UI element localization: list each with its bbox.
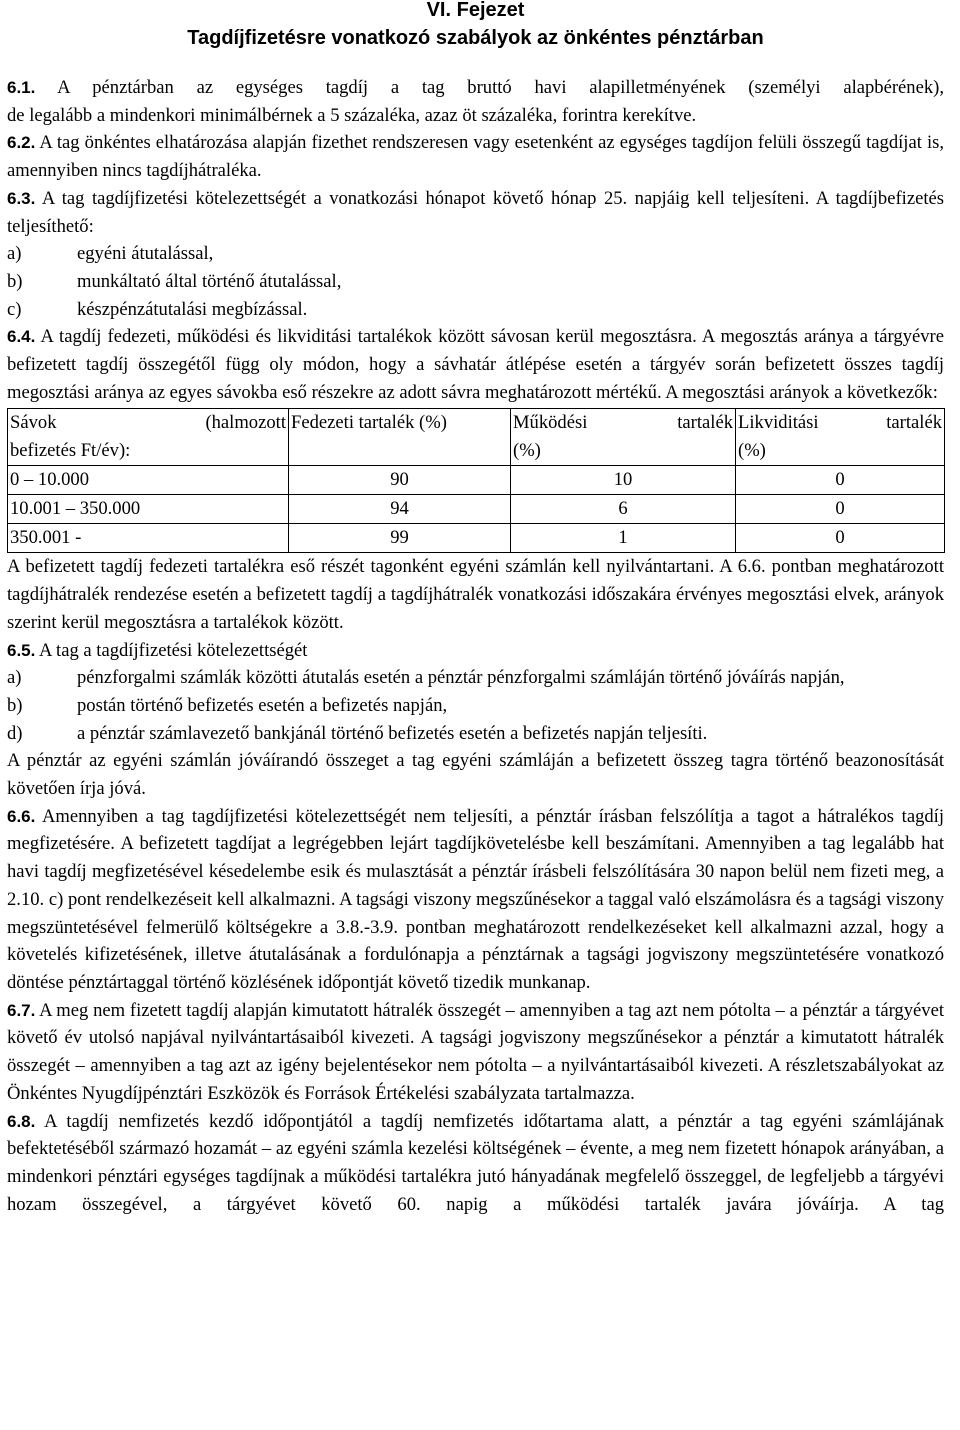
list-item <box>7 240 944 268</box>
table-row <box>8 466 945 495</box>
section-number: 6.7. <box>7 1000 36 1020</box>
list-item <box>7 268 944 296</box>
header-cell-likviditasi <box>736 409 945 466</box>
section-6-3 <box>7 185 944 240</box>
table-cell: 0 <box>736 466 945 495</box>
table-cell: 10.001 – 350.000 <box>8 495 289 524</box>
header-cell-fedezeti <box>289 409 511 466</box>
document-page <box>7 0 944 1218</box>
header-cell-bands <box>8 409 289 466</box>
header-text: Likviditási <box>738 412 819 434</box>
header-text: Fedezeti tartalék (%) <box>291 412 447 434</box>
allocation-table <box>7 408 945 553</box>
list-label: a) <box>7 667 22 689</box>
section-number: 6.3. <box>7 188 36 208</box>
section-number: 6.6. <box>7 806 36 826</box>
header-text: Sávok <box>10 412 57 434</box>
table-cell: 94 <box>289 495 511 524</box>
section-text: A tag tagdíjfizetési kötelezettségét a vonatkozási hónapot követő hónap 25. napjáig kell teljesíteni. A tagdíjbefizetés teljesíthető: <box>7 187 944 237</box>
table-cell: 99 <box>289 524 511 553</box>
section-6-8 <box>7 1108 944 1219</box>
section-text: A tag a tagdíjfizetési kötelezettségét <box>35 639 308 661</box>
list-label: c) <box>7 298 22 320</box>
list-item <box>7 720 944 748</box>
header-text: tartalék <box>886 412 942 434</box>
header-text: (%) <box>513 440 541 462</box>
table-cell: 1 <box>511 524 736 553</box>
list-item <box>7 692 944 720</box>
chapter-heading: VI. Fejezet <box>426 0 525 21</box>
list-text: pénzforgalmi számlák közötti átutalás esetén a pénztár pénzforgalmi számláján történő jóváírás napján, <box>77 667 845 689</box>
list-label: b) <box>7 270 23 292</box>
table-row <box>8 495 945 524</box>
list-item <box>7 296 944 324</box>
list-item <box>7 664 944 692</box>
header-text: Működési <box>513 412 588 434</box>
list-text: készpénzátutalási megbízással. <box>77 298 308 320</box>
section-number: 6.2. <box>7 133 36 153</box>
section-text: A meg nem fizetett tagdíj alapján kimutatott hátralék összegét – amennyiben a tag azt nem pótolta – a pénztár a tárgyévet követő év utolsó napjával nyilvántartásaiból kivezeti. A tagsági jogviszony megszűnésekor a pénztár a kimutatott hátralék összegét – amennyiben a tag azt az igény bejelentésekor nem pótolta – a nyilvántartásaiból kivezeti. A részletszabályokat az Önkéntes Nyugdíjpénztári Eszközök és Források Értékelési szabályzata tartalmazza. <box>7 999 944 1104</box>
section-text: Amennyiben a tag tagdíjfizetési kötelezettségét nem teljesíti, a pénztár írásban felszólítja a tagot a hátralékos tagdíj megfizetésére. A befizetett tagdíjat a legrégebben lejárt tagdíjkövetelésbe kell beszámítani. Amennyiben a tag legalább hat havi tagdíj megfizetésével késedelembe esik és mulasztását a pénztár írásbeli felszólítására 30 napon belül nem fizeti meg, a 2.10. c) pont rendelkezéseit kell alkalmazni. A tagsági viszony megszűnésekor a taggal való elszámolásra és a tagsági viszony megszüntetésével felmerülő költségekre a 3.8.-3.9. pontban meghatározott rendelkezéseket kell alkalmazni azzal, hogy a követelés kifizetésének, illetve átutalásának a fordulónapja a pénztárnak a tagsági jogviszony megszüntetésére vonatkozó döntése pénztártaggal történő közlésének időpontját követő tizedik munkanap. <box>7 805 944 993</box>
header-text: befizetés Ft/év): <box>10 440 131 462</box>
list-text: egyéni átutalással, <box>77 243 214 265</box>
section-6-1 <box>7 74 944 102</box>
list-label: a) <box>7 243 22 265</box>
list-text: munkáltató által történő átutalással, <box>77 270 342 292</box>
section-6-5 <box>7 637 944 665</box>
section-number: 6.8. <box>7 1111 36 1131</box>
table-row <box>8 524 945 553</box>
chapter-title: Tagdíjfizetésre vonatkozó szabályok az önkéntes pénztárban <box>187 27 764 49</box>
table-cell: 90 <box>289 466 511 495</box>
section-6-2 <box>7 129 944 184</box>
header-text: (%) <box>738 440 766 462</box>
section-6-6 <box>7 803 944 997</box>
section-number: 6.1. <box>7 78 36 97</box>
section-text: A tagdíj fedezeti, működési és likviditási tartalékok között sávosan kerül megosztásra. A megosztás aránya a tárgyévre befizetett tagdíj összegétől függ oly módon, hogy a sávhatár átlépése esetén a tárgyév során befizetett összes tagdíj megosztási aránya az egyes sávokba eső részekre az adott sávra meghatározott mértékű. A megosztási arányok a következők: <box>7 326 944 403</box>
table-cell: 0 – 10.000 <box>8 466 289 495</box>
header-text: tartalék <box>677 412 733 434</box>
section-text: A tagdíj nemfizetés kezdő időpontjától a tagdíj nemfizetés időtartama alatt, a pénztár a tag egyéni számlájának befektetéséből származó hozamát – az egyéni számla kezelési költségének – évente, a meg nem fizetett hónapok arányában, a mindenkori pénztári egységes tagdíjnak a működési tartalékra jutó hányadának megfelelő összeggel, de legfeljebb a tárgyévi hozam összegével, a tárgyévet követő 60. napig a működési tartalék javára jóváírja. A tag <box>7 1110 944 1215</box>
section-6-4-after: A befizetett tagdíj fedezeti tartalékra eső részét tagonként egyéni számlán kell nyilvántartani. A 6.6. pontban meghatározott tagdíjhátralék rendezése esetén a befizetett tagdíj a tagdíjhátralék vonatkozási időszakára érvényes megosztási elvek, arányok szerint kerül megosztásra a tartalékok között. <box>7 556 944 633</box>
section-text: A tag önkéntes elhatározása alapján fizethet rendszeresen vagy esetenként az egységes tagdíjon felüli összegű tagdíjat is, amennyiben nincs tagdíjhátraléka. <box>7 132 944 182</box>
section-6-1-cont: de legalább a mindenkori minimálbérnek a 5 százaléka, azaz öt százaléka, forintra kerekítve. <box>7 104 697 126</box>
table-cell: 0 <box>736 524 945 553</box>
section-6-5-after: A pénztár az egyéni számlán jóváírandó összeget a tag egyéni számláján a befizetett összeg tagra történő beazonosítását követően írja jóvá. <box>7 750 944 800</box>
header-text: (halmozott <box>205 412 286 434</box>
section-6-4 <box>7 323 944 406</box>
table-cell: 350.001 - <box>8 524 289 553</box>
list-label: b) <box>7 694 23 716</box>
list-text: postán történő befizetés esetén a befizetés napján, <box>77 694 448 716</box>
spacer <box>7 52 944 74</box>
list-label: d) <box>7 722 23 744</box>
table-cell: 6 <box>511 495 736 524</box>
section-number: 6.4. <box>7 327 36 347</box>
table-cell: 10 <box>511 466 736 495</box>
table-header-row <box>8 409 945 466</box>
section-6-7 <box>7 997 944 1108</box>
header-cell-mukodesi <box>511 409 736 466</box>
list-text: a pénztár számlavezető bankjánál történő befizetés esetén a befizetés napján teljesíti. <box>77 722 708 744</box>
section-text: A pénztárban az egységes tagdíj a tag bruttó havi alapilletményének (személyi alapbérének), <box>35 77 944 98</box>
section-number: 6.5. <box>7 640 36 660</box>
table-cell: 0 <box>736 495 945 524</box>
